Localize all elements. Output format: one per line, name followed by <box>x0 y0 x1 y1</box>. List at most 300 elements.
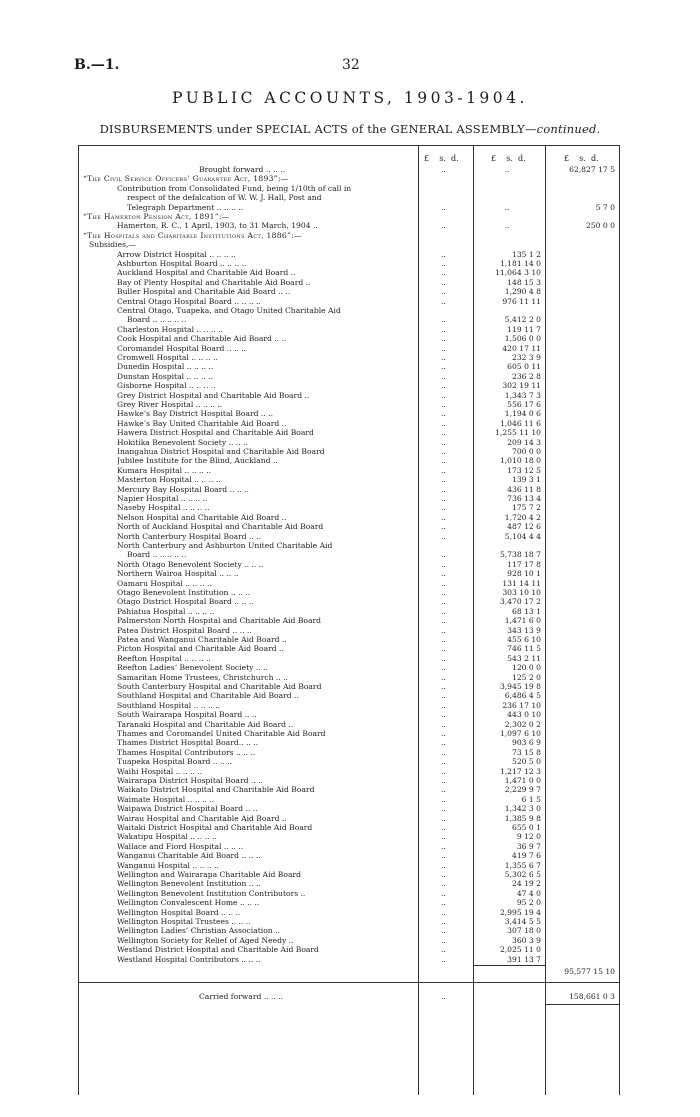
row-label: Thames and Coromandel United Charitable Aid Board <box>117 729 326 738</box>
row-col1: .. <box>441 456 446 466</box>
table-row <box>79 682 619 691</box>
row-col1: .. <box>441 503 446 513</box>
row-col1: .. <box>441 371 446 381</box>
row-label: Kumara Hospital .. .. .. .. <box>117 465 212 475</box>
carried-forward-col1: .. <box>441 992 446 1001</box>
row-label: Waihi Hospital .. .. .. .. <box>117 766 203 776</box>
row-label: Reefton Hospital .. .. .. .. <box>117 653 211 663</box>
table-row <box>79 616 619 625</box>
row-label: Hokitika Benevolent Society .. .. .. <box>117 437 248 447</box>
row-label: Cromwell Hospital .. .. .. .. <box>117 353 218 362</box>
row-label: South Canterbury Hospital and Charitable Aid Board <box>117 682 322 691</box>
row-col1: .. <box>441 390 446 400</box>
row-label: Patea District Hospital Board .. .. .. <box>117 625 252 635</box>
row-label: Dunedin Hospital .. .. .. .. <box>117 362 214 372</box>
row-col2: 1,181 14 0 <box>499 259 541 268</box>
row-label: respect of the defalcation of W. W. J. Hall, Post and <box>127 193 322 203</box>
row-col2: 5,738 18 7 <box>499 550 541 560</box>
table-row <box>79 287 619 296</box>
row-col2: 655 0 1 <box>512 823 541 832</box>
table-row <box>79 720 619 729</box>
row-col1: .. <box>441 437 446 447</box>
col-header-3: £ s. d. <box>564 154 599 163</box>
row-col2: 1,343 7 3 <box>504 390 541 400</box>
row-col2: 236 17 10 <box>502 700 541 710</box>
row-col2: 1,255 11 10 <box>495 428 541 438</box>
row-label: Wanganui Hospital .. .. .. .. <box>117 860 219 870</box>
row-label: North Canterbury Hospital Board .. .. <box>117 531 262 541</box>
row-col1: .. <box>441 296 446 306</box>
table-row <box>79 268 619 277</box>
row-label: Inangahua District Hospital and Charitable Aid Board <box>117 447 325 456</box>
table-row <box>79 729 619 738</box>
table-row <box>79 494 619 503</box>
row-col2: 746 11 5 <box>507 644 541 654</box>
row-label: Central Otago Hospital Board .. .. .. .. <box>117 296 261 306</box>
col-header-1: £ s. d. <box>424 154 459 163</box>
table-row <box>79 400 619 409</box>
row-col1: .. <box>441 926 446 936</box>
total-rule <box>545 1004 619 1005</box>
row-label: Wairarapa District Hospital Board .. .. <box>117 776 263 785</box>
row-col1: .. <box>441 447 446 456</box>
row-col1: .. <box>441 888 446 898</box>
table-row <box>79 325 619 334</box>
row-col2: 173 12 5 <box>507 465 541 475</box>
table-row <box>79 541 619 550</box>
table-row <box>79 795 619 804</box>
row-col2: 391 13 7 <box>507 954 541 964</box>
table-row <box>79 814 619 823</box>
table-row <box>79 823 619 832</box>
row-col1: .. <box>441 663 446 673</box>
row-label: Wanganui Charitable Aid Board .. .. .. <box>117 851 261 861</box>
row-col2: 11,064 3 10 <box>495 268 541 278</box>
row-label: Otago District Hospital Board .. .. .. <box>117 597 254 607</box>
row-col2: 209 14 3 <box>507 437 541 447</box>
row-col1: .. <box>441 165 446 174</box>
row-col1: .. <box>441 353 446 362</box>
row-col2: 1,342 3 0 <box>504 804 541 814</box>
row-col2: 605 0 11 <box>507 362 541 372</box>
row-col2: 24 19 2 <box>512 879 541 889</box>
table-row <box>79 607 619 616</box>
row-col1: .. <box>441 221 446 231</box>
row-col1: .. <box>441 287 446 297</box>
row-col1: .. <box>441 606 446 616</box>
row-label: Grey River Hospital .. .. .. .. <box>117 400 223 409</box>
table-row <box>79 663 619 672</box>
table-row <box>79 297 619 306</box>
carried-forward-label: Carried forward .. .. .. <box>199 992 284 1001</box>
row-col1: .. <box>441 700 446 710</box>
row-col1: .. <box>441 484 446 494</box>
row-col2: 9 12 0 <box>516 832 541 842</box>
row-label: Waimate Hospital .. .. .. .. <box>117 794 215 804</box>
row-col2: 5,302 6 5 <box>504 870 541 879</box>
row-label: Southland Hospital and Charitable Aid Board .. <box>117 691 299 701</box>
table-row <box>79 644 619 653</box>
row-col1: .. <box>441 259 446 268</box>
row-col1: .. <box>441 851 446 861</box>
table-row <box>79 635 619 644</box>
row-label: Hawke’s Bay United Charitable Aid Board .. <box>117 418 287 428</box>
row-col2: 1,194 0 6 <box>504 409 541 419</box>
table-row <box>79 475 619 484</box>
row-col2: 3,945 19 8 <box>499 682 541 691</box>
table-row <box>79 710 619 719</box>
row-col1: .. <box>441 625 446 635</box>
table-row <box>79 212 619 221</box>
row-col2: 1,720 4 2 <box>504 512 541 522</box>
table-row <box>79 767 619 776</box>
subtotal-rule <box>473 965 545 966</box>
row-col1: .. <box>441 418 446 428</box>
table-row <box>79 250 619 259</box>
row-col1: .. <box>441 917 446 926</box>
row-col1: .. <box>441 757 446 767</box>
table-row <box>79 861 619 870</box>
row-col1: .. <box>441 841 446 851</box>
row-col3: 250 0 0 <box>586 221 615 231</box>
row-col2: 700 0 0 <box>512 447 541 456</box>
table-row <box>79 579 619 588</box>
row-col2: 928 10 1 <box>507 569 541 579</box>
row-label: Board .. .. .. .. .. <box>127 315 187 325</box>
row-label: Wellington Hospital Trustees .. .. .. <box>117 917 251 926</box>
row-label: North Otago Benevolent Society .. .. .. <box>117 559 264 569</box>
table-row <box>79 381 619 390</box>
row-col1: .. <box>441 635 446 644</box>
table-row <box>79 447 619 456</box>
row-col1: .. <box>441 794 446 804</box>
row-label: Coromandel Hospital Board .. .. .. <box>117 343 247 353</box>
row-col1: .. <box>441 738 446 748</box>
table-row <box>79 926 619 935</box>
table-row <box>79 691 619 700</box>
table-row <box>79 344 619 353</box>
row-label: Hawera District Hospital and Charitable Aid Board <box>117 428 314 438</box>
row-label: Jubilee Institute for the Blind, Auckland .. <box>117 456 278 466</box>
row-col1: .. <box>441 559 446 569</box>
row-label: Southland Hospital .. .. .. .. <box>117 700 221 710</box>
row-label: Telegraph Department .. .. .. .. <box>127 202 244 212</box>
row-col1: .. <box>441 860 446 870</box>
row-col1: .. <box>441 729 446 738</box>
row-col1: .. <box>441 907 446 917</box>
row-label: Subsidies,— <box>89 240 136 250</box>
row-col1: .. <box>441 381 446 391</box>
row-col2: 148 15 3 <box>507 277 541 287</box>
row-col2: 307 18 0 <box>507 926 541 936</box>
row-label: South Wairarapa Hospital Board .. .. <box>117 710 257 720</box>
row-col1: .. <box>441 324 446 334</box>
row-label: Hamerton, R. C., 1 April, 1903, to 31 March, 1904 .. <box>117 221 318 231</box>
row-col1: .. <box>441 315 446 325</box>
subtitle <box>0 122 700 136</box>
table-row <box>79 203 619 212</box>
row-col1: .. <box>441 202 446 212</box>
row-label: Picton Hospital and Charitable Aid Board .. <box>117 644 284 654</box>
row-col1: .. <box>441 277 446 287</box>
table-row <box>79 757 619 766</box>
row-col2: .. <box>504 221 510 231</box>
row-label: Dunstan Hospital .. .. .. .. <box>117 371 214 381</box>
table-row <box>79 174 619 183</box>
row-col2: 131 14 11 <box>502 578 541 588</box>
row-col1: .. <box>441 644 446 654</box>
row-col1: .. <box>441 804 446 814</box>
row-col1: .. <box>441 343 446 353</box>
subtotal-value: 95,577 15 10 <box>564 967 615 976</box>
row-col2: 302 19 11 <box>502 381 541 391</box>
page-number: 32 <box>342 57 360 73</box>
table-row <box>79 193 619 202</box>
row-label: North Canterbury and Ashburton United Charitable Aid <box>117 541 333 550</box>
carried-forward-total: 158,661 0 3 <box>569 992 615 1001</box>
row-col2: 135 1 2 <box>512 249 541 259</box>
table-row <box>79 231 619 240</box>
row-col1: .. <box>441 400 446 409</box>
row-col2: 2,229 9 7 <box>504 785 541 795</box>
row-col1: .. <box>441 494 446 503</box>
row-col1: .. <box>441 653 446 663</box>
row-col2: 175 7 2 <box>512 503 541 513</box>
row-col2: 1,217 12 3 <box>499 766 541 776</box>
row-col2: 95 2 0 <box>516 898 541 908</box>
table-rule <box>79 982 619 983</box>
row-col1: .. <box>441 465 446 475</box>
row-label: Patea and Wanganui Charitable Aid Board .. <box>117 635 287 644</box>
row-col1: .. <box>441 428 446 438</box>
row-label: Mercury Bay Hospital Board .. .. .. <box>117 484 249 494</box>
table-row <box>79 485 619 494</box>
row-col2: 5,412 2 0 <box>504 315 541 325</box>
row-label: Thames District Hospital Board.. .. .. <box>117 738 259 748</box>
row-label: “The Hamerton Pension Act, 1891”:— <box>83 212 230 221</box>
row-label: Pahiatua Hospital .. .. .. .. <box>117 606 215 616</box>
table-row <box>79 184 619 193</box>
table-row <box>79 701 619 710</box>
row-col1: .. <box>441 522 446 532</box>
row-col2: 125 2 0 <box>512 672 541 682</box>
row-col1: .. <box>441 935 446 945</box>
table-row <box>79 748 619 757</box>
row-col1: .. <box>441 945 446 955</box>
row-label: Gisborne Hospital .. .. .. .. <box>117 381 216 391</box>
subtotal-row <box>79 967 619 976</box>
row-label: Thames Hospital Contributors .. .. .. <box>117 747 256 757</box>
row-col2: 976 11 11 <box>502 296 541 306</box>
row-col2: 1,355 6 7 <box>504 860 541 870</box>
row-col2: 232 3 9 <box>512 353 541 362</box>
row-label: Masterton Hospital .. .. .. .. <box>117 475 221 485</box>
row-col3: 62,827 17 5 <box>569 165 615 174</box>
row-col1: .. <box>441 578 446 588</box>
row-col2: 2,025 11 0 <box>499 945 541 955</box>
row-col2: 68 13 1 <box>512 606 541 616</box>
row-col2: .. <box>504 202 510 212</box>
table-row <box>79 438 619 447</box>
row-col1: .. <box>441 710 446 720</box>
table-row <box>79 456 619 465</box>
row-col2: 5,104 4 4 <box>504 531 541 541</box>
table-row <box>79 955 619 964</box>
row-col1: .. <box>441 475 446 485</box>
row-col2: 3,470 17 2 <box>499 597 541 607</box>
row-label: Wellington Convalescent Home .. .. .. <box>117 898 260 908</box>
row-col2: 1,471 0 0 <box>504 776 541 785</box>
row-label: Wellington Ladies’ Christian Association .. <box>117 926 280 936</box>
row-label: Northern Wairoa Hospital .. .. .. <box>117 569 239 579</box>
row-label: Reefton Ladies’ Benevolent Society .. .. <box>117 663 268 673</box>
row-label: Otago Benevolent Institution .. .. .. <box>117 588 251 597</box>
table-row <box>79 945 619 954</box>
row-col1: .. <box>441 879 446 889</box>
row-label: Samaritan Home Trustees, Christchurch .. .. <box>117 672 288 682</box>
row-col2: 119 11 7 <box>507 324 541 334</box>
row-col1: .. <box>441 672 446 682</box>
table-row <box>79 785 619 794</box>
carried-forward-row <box>79 992 619 1001</box>
row-label: Wellington Society for Relief of Aged Needy .. <box>117 935 294 945</box>
row-label: Taranaki Hospital and Charitable Aid Board .. <box>117 719 294 729</box>
table-row <box>79 654 619 663</box>
row-col1: .. <box>441 682 446 691</box>
row-label: Wallace and Fiord Hospital .. .. .. <box>117 841 244 851</box>
row-col1: .. <box>441 719 446 729</box>
row-label: Ashburton Hospital Board .. .. .. .. <box>117 259 247 268</box>
row-label: Westland District Hospital and Charitable Aid Board <box>117 945 319 955</box>
row-col1: .. <box>441 588 446 597</box>
row-col2: 2,995 19 4 <box>499 907 541 917</box>
table-row <box>79 626 619 635</box>
table-row <box>79 240 619 249</box>
row-col2: 1,046 11 6 <box>499 418 541 428</box>
row-label: Wakatipu Hospital .. .. .. .. <box>117 832 217 842</box>
row-label: Charleston Hospital .. .. .. .. <box>117 324 223 334</box>
row-col2: 120 0 0 <box>512 663 541 673</box>
table-row <box>79 278 619 287</box>
row-label: Westland Hospital Contributors .. .. .. <box>117 954 261 964</box>
row-col2: 436 11 8 <box>507 484 541 494</box>
row-col2: 443 0 10 <box>507 710 541 720</box>
row-col1: .. <box>441 268 446 278</box>
row-col2: 520 5 0 <box>512 757 541 767</box>
table-row <box>79 597 619 606</box>
row-col2: 487 12 6 <box>507 522 541 532</box>
table-row <box>79 776 619 785</box>
col-header-2: £ s. d. <box>491 154 526 163</box>
row-label: Wellington Benevolent Institution Contributors .. <box>117 888 306 898</box>
header-left: B.—1. <box>74 57 120 73</box>
row-label: “The Civil Service Officers’ Guarantee Act, 1893”:— <box>83 174 289 184</box>
table-row <box>79 832 619 841</box>
table-row <box>79 804 619 813</box>
row-label: Palmerston North Hospital and Charitable Aid Board <box>117 616 321 626</box>
table-row <box>79 362 619 371</box>
row-col2: 736 13 4 <box>507 494 541 503</box>
row-col2: 420 17 11 <box>502 343 541 353</box>
row-label: Bay of Plenty Hospital and Charitable Aid Board .. <box>117 277 311 287</box>
row-label: Board .. .. .. .. .. <box>127 550 187 560</box>
row-col1: .. <box>441 776 446 785</box>
row-col1: .. <box>441 823 446 832</box>
table-row <box>79 372 619 381</box>
row-label: North of Auckland Hospital and Charitable Aid Board <box>117 522 324 532</box>
table-row <box>79 259 619 268</box>
row-label: Waipawa District Hospital Board .. .. <box>117 804 258 814</box>
row-col1: .. <box>441 785 446 795</box>
row-col2: 1,010 18 0 <box>499 456 541 466</box>
table-row <box>79 738 619 747</box>
row-col1: .. <box>441 616 446 626</box>
row-col1: .. <box>441 597 446 607</box>
row-col1: .. <box>441 409 446 419</box>
row-col2: 1,097 6 10 <box>499 729 541 738</box>
table-row <box>79 334 619 343</box>
row-label: Wellington Hospital Board .. .. .. <box>117 907 241 917</box>
row-label: Arrow District Hospital .. .. .. .. <box>117 249 236 259</box>
table-row <box>79 419 619 428</box>
subtitle-tail: —continued. <box>524 122 601 136</box>
row-label: Hawke’s Bay District Hospital Board .. .. <box>117 409 273 419</box>
row-label: Oamaru Hospital .. .. .. .. <box>117 578 212 588</box>
row-label: Wellington and Wairarapa Charitable Aid Board <box>117 870 301 879</box>
row-col2: 1,471 6 0 <box>504 616 541 626</box>
row-col2: 36 9 7 <box>516 841 541 851</box>
row-col1: .. <box>441 249 446 259</box>
table-row <box>79 409 619 418</box>
table-row <box>79 898 619 907</box>
row-col2: 1,290 4 8 <box>504 287 541 297</box>
row-col1: .. <box>441 832 446 842</box>
table-row <box>79 315 619 324</box>
row-col2: 543 2 11 <box>507 653 541 663</box>
row-col1: .. <box>441 747 446 757</box>
table-row <box>79 588 619 597</box>
row-col2: 6,486 4 5 <box>504 691 541 701</box>
table-row <box>79 466 619 475</box>
row-col2: 1,506 0 0 <box>504 334 541 344</box>
table-row <box>79 842 619 851</box>
row-col2: 1,385 9 8 <box>504 813 541 823</box>
row-label: Waitaki District Hospital and Charitable Aid Board <box>117 823 313 832</box>
row-col1: .. <box>441 362 446 372</box>
row-label: Wellington Benevolent Institution .. .. <box>117 879 261 889</box>
row-col2: 360 3 9 <box>512 935 541 945</box>
row-label: Wairau Hospital and Charitable Aid Board .. <box>117 813 287 823</box>
table-row <box>79 503 619 512</box>
row-col2: 6 1 5 <box>521 794 541 804</box>
row-label: Cook Hospital and Charitable Aid Board .. .. <box>117 334 287 344</box>
table-row <box>79 879 619 888</box>
row-label: Napier Hospital .. .. .. .. <box>117 494 208 503</box>
row-col2: 903 6 9 <box>512 738 541 748</box>
table-row <box>79 851 619 860</box>
table-row <box>79 560 619 569</box>
table-row <box>79 165 619 174</box>
table-row <box>79 889 619 898</box>
table-row <box>79 550 619 559</box>
table-row <box>79 522 619 531</box>
row-label: Auckland Hospital and Charitable Aid Board .. <box>117 268 296 278</box>
row-col1: .. <box>441 898 446 908</box>
row-col1: .. <box>441 512 446 522</box>
row-col2: 139 3 1 <box>512 475 541 485</box>
table-row <box>79 870 619 879</box>
table-row <box>79 353 619 362</box>
